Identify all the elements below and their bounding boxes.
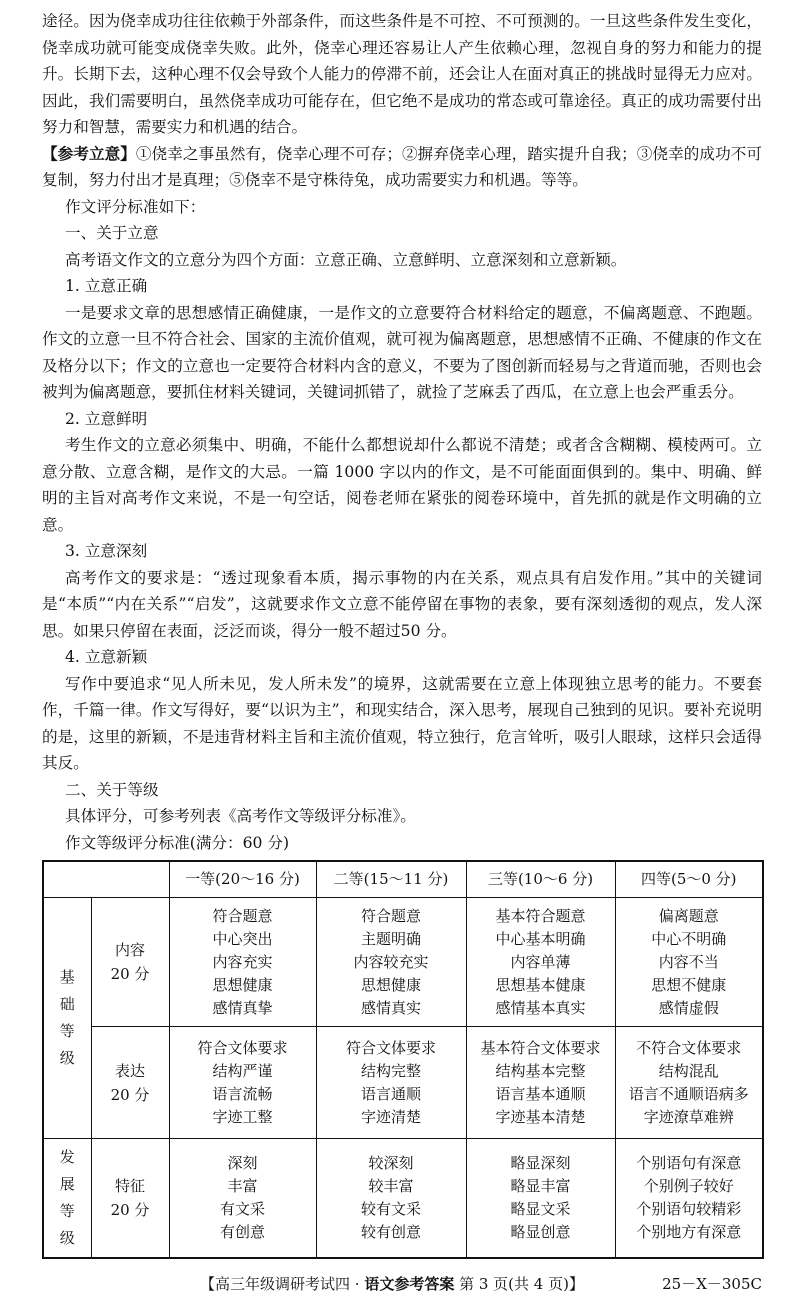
table-header-row [43, 861, 763, 898]
item-score: 20 分 [110, 1085, 150, 1104]
criteria-line: 语言基本通顺 [495, 1084, 586, 1103]
criteria-cell [615, 1139, 763, 1259]
paragraph [42, 803, 762, 830]
header-grade-3: 三等(10～6 分) [466, 861, 615, 898]
criteria-line: 字迹清楚 [360, 1107, 421, 1126]
criteria-line: 中心不明确 [651, 929, 727, 948]
criteria-line: 略显深刻 [510, 1154, 571, 1172]
criteria-cell [466, 1139, 615, 1259]
criteria-line: 内容充实 [212, 952, 273, 971]
row-item [91, 1139, 169, 1259]
criteria-line: 思想基本健康 [495, 975, 586, 994]
criteria-line: 符合文体要求 [197, 1038, 288, 1057]
criteria-line: 较有创意 [360, 1223, 421, 1241]
criteria-line: 个别语句较精彩 [636, 1200, 742, 1218]
paragraph-text: 3. 立意深刻 [65, 542, 148, 560]
paragraph [42, 220, 762, 247]
table-row [43, 1139, 763, 1259]
criteria-line: 字迹潦草难辨 [643, 1107, 734, 1126]
paragraph [42, 565, 762, 645]
footer-subject: 语文参考答案 [364, 1275, 455, 1293]
paragraph-text: 二、关于等级 [65, 780, 159, 799]
criteria-line: 内容单薄 [510, 952, 571, 971]
group-char: 基 [59, 968, 75, 986]
paragraph [42, 830, 762, 857]
paragraph-text: 作文等级评分标准(满分：60 分) [65, 833, 290, 852]
criteria-line: 结构基本完整 [495, 1061, 586, 1080]
item-name: 特征 [114, 1177, 145, 1195]
paragraph [42, 671, 762, 777]
header-grade-1: 一等(20～16 分) [169, 861, 316, 898]
criteria-line: 字迹基本清楚 [495, 1107, 586, 1126]
criteria-line: 语言不通顺语病多 [628, 1084, 749, 1103]
table-row [43, 898, 763, 1027]
paragraph-text: 高考语文作文的立意分为四个方面：立意正确、立意鲜明、立意深刻和立意新颖。 [65, 250, 627, 269]
paragraph-text: 4. 立意新颖 [65, 648, 148, 666]
criteria-cell [169, 898, 316, 1027]
criteria-line: 感情真实 [360, 998, 421, 1017]
group-basic-level [43, 898, 91, 1139]
criteria-line: 基本符合文体要求 [480, 1038, 601, 1057]
criteria-line: 思想不健康 [651, 975, 727, 994]
criteria-line: 略显创意 [510, 1223, 571, 1241]
criteria-line: 符合题意 [360, 906, 421, 925]
criteria-cell [466, 1027, 615, 1139]
paragraph-text: 写作中要追求“见人所未见，发人所未发”的境界，这就需要在立意上体现独立思考的能力。不要套作，千篇一律。作文写得好，要“以识为主”，和现实结合，深入思考，展现自己独到的见识。要补充说明的是，这里的新颖，不是违背材料主旨和主流价值观，特立独行，危言耸听，吸引人眼球，这样只会适得其反。 [42, 674, 762, 772]
criteria-line: 深刻 [227, 1154, 258, 1172]
criteria-line: 思想健康 [360, 975, 421, 994]
criteria-cell [615, 898, 763, 1027]
paragraph [42, 194, 762, 221]
paragraph [42, 777, 762, 804]
header-grade-2: 二等(15～11 分) [316, 861, 466, 898]
row-item [91, 898, 169, 1027]
paragraph [42, 406, 762, 433]
paragraph [42, 141, 762, 194]
group-char: 等 [59, 1202, 75, 1220]
criteria-line: 丰富 [227, 1177, 258, 1195]
paragraph-text: 一是要求文章的思想感情正确健康，一是作文的立意要符合材料给定的题意，不偏离题意、不跑题。作文的立意一旦不符合社会、国家的主流价值观，就可视为偏离题意，思想感情不正确、不健康的作文在及格分以下；作文的立意也一定要符合材料内含的意义，不要为了图创新而轻易与之背道而驰，否则也会被判为偏离题意，要抓住材料关键词，关键词抓错了，就捡了芝麻丢了西瓜，在立意上也会严重丢分。 [42, 303, 762, 401]
row-item [91, 1027, 169, 1139]
group-char: 础 [59, 995, 75, 1013]
paragraph [42, 273, 762, 300]
criteria-line: 略显丰富 [510, 1177, 571, 1195]
paragraph [42, 538, 762, 565]
paragraph [42, 432, 762, 538]
criteria-line: 中心基本明确 [495, 929, 586, 948]
criteria-cell [169, 1027, 316, 1139]
paragraph-text: 途径。因为侥幸成功往往依赖于外部条件，而这些条件是不可控、不可预测的。一旦这些条件发生变化，侥幸成功就可能变成侥幸失败。此外，侥幸心理还容易让人产生依赖心理，忽视自身的努力和能力的提升。长期下去，这种心理不仅会导致个人能力的停滞不前，还会让人在面对真正的挑战时显得无力应对。因此，我们需要明白，虽然侥幸成功可能存在，但它绝不是成功的常态或可靠途径。真正的成功需要付出努力和智慧，需要实力和机遇的结合。 [42, 12, 762, 136]
criteria-line: 基本符合题意 [495, 906, 586, 925]
group-char: 发 [59, 1148, 75, 1166]
criteria-line: 内容较充实 [353, 952, 429, 971]
criteria-line: 有文采 [219, 1200, 265, 1218]
grading-standard-table [42, 860, 764, 1259]
criteria-line: 语言流畅 [212, 1084, 273, 1103]
paragraph-text: 具体评分，可参考列表《高考作文等级评分标准》。 [65, 807, 416, 825]
item-name: 内容 [114, 941, 145, 959]
header-blank [43, 861, 169, 898]
paragraph [42, 644, 762, 671]
paragraph-text: 高考作文的要求是：“透过现象看本质，揭示事物的内在关系，观点具有启发作用。”其中的关键词是“本质”“内在关系”“启发”，这就要求作文立意不能停留在事物的表象，要有深刻透彻的观点，发人深思。如果只停留在表面，泛泛而谈，得分一般不超过50 分。 [42, 568, 762, 640]
criteria-cell [316, 898, 466, 1027]
item-score: 20 分 [110, 965, 150, 983]
paragraph-text: 作文评分标准如下： [65, 197, 206, 216]
criteria-line: 结构严谨 [212, 1061, 273, 1080]
table-row [43, 1027, 763, 1139]
criteria-cell [169, 1139, 316, 1259]
paragraph-text: 2. 立意鲜明 [65, 409, 148, 428]
criteria-line: 语言通顺 [360, 1084, 421, 1103]
criteria-line: 较丰富 [368, 1177, 414, 1195]
criteria-line: 不符合文体要求 [636, 1038, 742, 1057]
paragraph-text: 一、关于立意 [65, 224, 159, 242]
criteria-cell [615, 1027, 763, 1139]
paragraph [42, 247, 762, 274]
group-char: 等 [59, 1022, 75, 1040]
criteria-line: 个别地方有深意 [636, 1223, 742, 1241]
footer-page-number: 第 3 页(共 4 页)】 [454, 1275, 584, 1293]
criteria-cell [466, 898, 615, 1027]
criteria-line: 内容不当 [658, 952, 719, 971]
criteria-line: 较深刻 [368, 1154, 414, 1172]
criteria-line: 符合文体要求 [345, 1038, 436, 1057]
footer-title [200, 1273, 584, 1295]
group-char: 级 [59, 1229, 75, 1247]
criteria-line: 思想健康 [212, 975, 273, 994]
paragraph [42, 300, 762, 406]
paragraph-text: 1. 立意正确 [65, 277, 148, 295]
footer-code: 25－X－305C [662, 1275, 762, 1293]
criteria-cell [316, 1139, 466, 1259]
group-char: 展 [59, 1175, 75, 1193]
criteria-line: 个别语句有深意 [636, 1154, 742, 1172]
header-grade-4: 四等(5～0 分) [615, 861, 763, 898]
paragraph-text: ①侥幸之事虽然有，侥幸心理不可存；②摒弃侥幸心理，踏实提升自我；③侥幸的成功不可复制，努力付出才是真理；⑤侥幸不是守株待兔，成功需要实力和机遇。等等。 [42, 144, 762, 189]
criteria-line: 感情真挚 [212, 998, 273, 1017]
criteria-line: 感情基本真实 [495, 998, 586, 1017]
group-development-level [43, 1139, 91, 1259]
footer-exam: 【高三年级调研考试四 · [200, 1275, 365, 1293]
group-char: 级 [59, 1049, 75, 1067]
criteria-line: 结构完整 [360, 1061, 421, 1080]
criteria-cell [316, 1027, 466, 1139]
document-body [42, 8, 762, 856]
paragraph-text: 考生作文的立意必须集中、明确，不能什么都想说却什么都说不清楚；或者含含糊糊、模棱两可。立意分散、立意含糊，是作文的大忌。一篇 1000 字以内的作文，是不可能面面俱到的。集中、明确、鲜明的主旨对高考作文来说，不是一句空话，阅卷老师在紧张的阅卷环境中，首先抓的就是作文明确的立意。 [42, 436, 762, 534]
page-footer [200, 1273, 762, 1295]
criteria-line: 符合题意 [212, 906, 273, 925]
criteria-line: 结构混乱 [658, 1061, 719, 1080]
criteria-line: 主题明确 [360, 929, 421, 948]
item-score: 20 分 [110, 1201, 150, 1219]
criteria-line: 感情虚假 [658, 998, 719, 1017]
reference-label: 【参考立意】 [42, 143, 136, 163]
criteria-line: 中心突出 [212, 929, 273, 948]
criteria-line: 个别例子较好 [643, 1177, 734, 1195]
paragraph [42, 8, 762, 141]
criteria-line: 较有文采 [360, 1200, 421, 1218]
criteria-line: 字迹工整 [212, 1107, 273, 1126]
criteria-line: 偏离题意 [658, 906, 719, 925]
criteria-line: 有创意 [219, 1223, 265, 1241]
item-name: 表达 [114, 1061, 145, 1080]
criteria-line: 略显文采 [510, 1200, 571, 1218]
